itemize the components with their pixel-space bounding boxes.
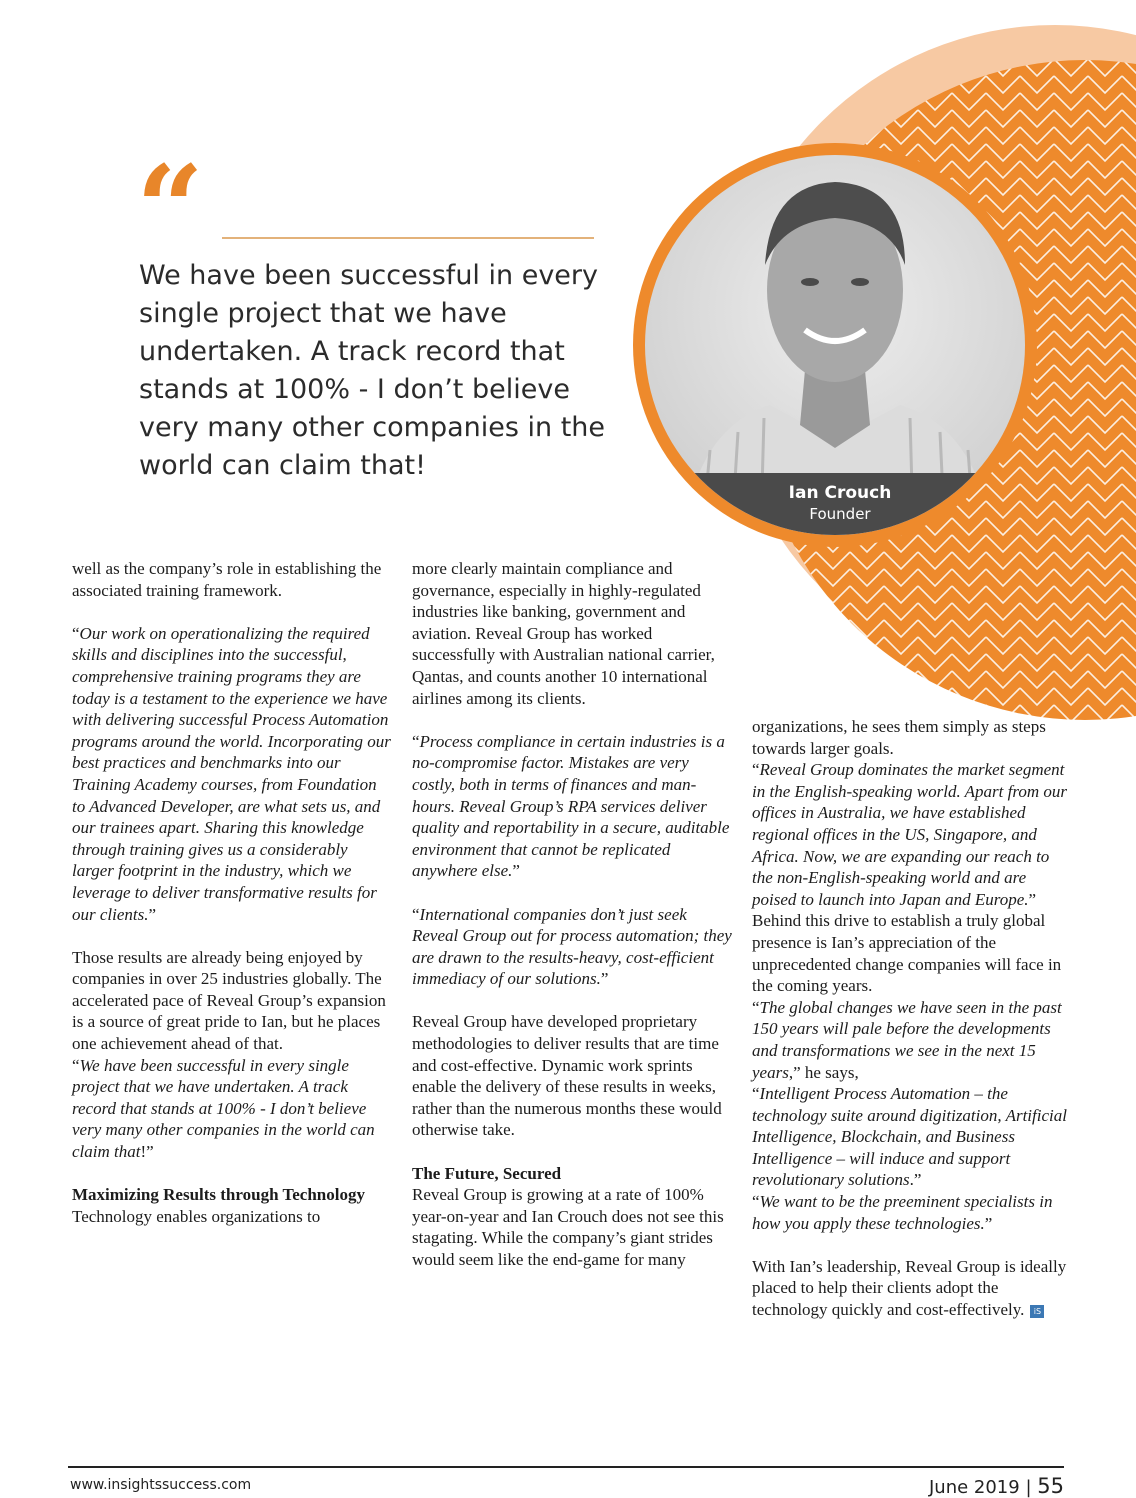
person-title: Founder [809,505,871,523]
paragraph: With Ian’s leadership, Reveal Group is ideally placed to help their clients adopt the technology quickly and cost-effectively. iS [752,1256,1067,1320]
quote-paragraph: “Our work on operationalizing the required skills and disciplines into the successful, comprehensive training programs they are today is a testament to the experience we have with delivering successful Process Automation programs around the world. Incorporating our best practices and benchmarks into our Training Academy courses, from Foundation to Advanced Developer, are what sets us, and our trainees apart. Sharing this knowledge through training gives us a considerably larger footprint in the industry, which we leverage to deliver transformative results for our clients.” [72,623,391,924]
section-heading: Maximizing Results through Technology [72,1185,365,1205]
quote-paragraph: “Process compliance in certain industries is a no-compromise factor. Mistakes are very costly, both in terms of finances and man-hours. Reveal Group’s RPA services deliver quality and reportability in a secure, auditable environment that cannot be replicated anywhere else.” [412,731,730,881]
footer-url: www.insightssuccess.com [70,1477,252,1493]
pull-quote: We have been successful in every single project that we have undertaken. A track record that stands at 100% - I don’t believe very many other companies in the world can claim that! [139,260,606,481]
quote-paragraph: “We want to be the preeminent specialists in how you apply these technologies.” [752,1192,1053,1233]
quote-paragraph: “International companies don’t just seek Reveal Group out for process automation; they are drawn to the results-heavy, cost-efficient immediacy of our solutions.” [412,904,732,989]
paragraph: organizations, he sees them simply as steps towards larger goals. [752,717,1046,758]
article-column-2 [412,558,732,1271]
paragraph: Behind this drive to establish a truly global presence is Ian’s appreciation of the unprecedented change companies will face in the coming years. [752,911,1062,996]
paragraph: well as the company’s role in establishing the associated training framework. [72,559,382,600]
quote-divider [222,237,594,239]
paragraph: Reveal Group is growing at a rate of 100% year-on-year and Ian Crouch does not see this stagating. While the company’s giant strides would seem like the end-game for many [412,1185,724,1269]
issue-date: June 2019 [928,1477,1020,1498]
paragraph: Reveal Group have developed proprietary methodologies to deliver results that are time and cost-effective. Dynamic work sprints enable the delivery of these results in weeks, rather than the numerous months these would otherwise take. [412,1012,722,1140]
paragraph: Technology enables organizations to [72,1206,321,1226]
paragraph: more clearly maintain compliance and governance, especially in highly-regulated industries like banking, government and aviation. Reveal Group has worked successfully with Australian national carrier, Qantas, and counts another 10 international airlines among its clients. [412,559,715,708]
article-column-3 [752,716,1068,1321]
quote-paragraph: “Intelligent Process Automation – the technology suite around digitization, Artificial Intelligence, Blockchain, and Business Intelligence – will induce and support revolutionary solutions.” [752,1084,1067,1190]
paragraph: Those results are already being enjoyed by companies in over 25 industries globally. The accelerated pace of Reveal Group’s expansion is a source of great pride to Ian, but he places one achievement ahead of that. [72,947,386,1054]
quote-paragraph: “The global changes we have seen in the past 150 years will pale before the developments and transformations we see in the next 15 years,” he says, [752,997,1062,1082]
quote-paragraph: “Reveal Group dominates the market segment in the English-speaking world. Apart from our offices in Australia, we have established regional offices in the US, Singapore, and Africa. Now, we are expanding our reach to the non-English-speaking world and are poised to launch into Japan and Europe.” [752,760,1067,909]
footer-divider [68,1466,1064,1468]
portrait-caption [690,482,990,524]
footer-page-info [929,1474,1064,1498]
quote-paragraph: “We have been successful in every single project that we have undertaken. A track record that stands at 100% - I don’t believe very many other companies in the world can claim that!” [72,1055,375,1162]
person-name: Ian Crouch [788,483,892,503]
end-mark-icon: iS [1030,1305,1044,1318]
section-heading: The Future, Secured [412,1163,562,1183]
footer-separator: | [1025,1477,1032,1498]
quote-mark-icon: “ [136,139,204,278]
article-column-1 [72,558,392,1227]
page-number: 55 [1037,1474,1064,1498]
